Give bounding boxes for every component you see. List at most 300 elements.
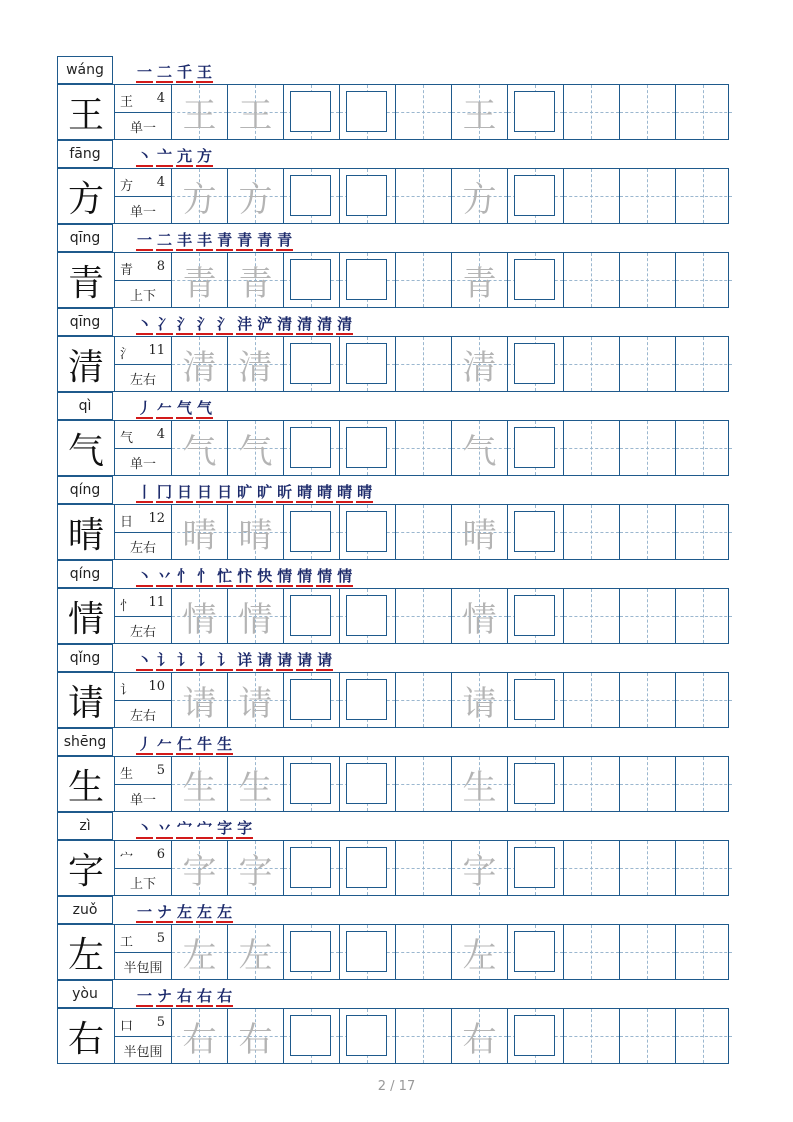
practice-cell[interactable]	[508, 337, 564, 391]
writing-box[interactable]	[346, 931, 387, 972]
writing-box[interactable]	[290, 427, 331, 468]
writing-box[interactable]	[514, 427, 555, 468]
practice-cell[interactable]	[172, 841, 228, 895]
practice-cell[interactable]	[340, 841, 396, 895]
practice-cell[interactable]	[508, 85, 564, 139]
practice-cell[interactable]	[452, 85, 508, 139]
practice-cell[interactable]	[228, 85, 284, 139]
practice-cell[interactable]	[508, 253, 564, 307]
writing-box[interactable]	[346, 1015, 387, 1056]
practice-cell[interactable]	[508, 505, 564, 559]
character-info	[115, 169, 172, 223]
practice-cell[interactable]	[284, 673, 340, 727]
writing-box[interactable]	[290, 931, 331, 972]
practice-cell[interactable]	[452, 421, 508, 475]
practice-cell[interactable]	[284, 253, 340, 307]
writing-box[interactable]	[514, 763, 555, 804]
stroke-step: 方	[197, 147, 213, 165]
writing-row	[57, 672, 729, 728]
practice-cell[interactable]	[284, 505, 340, 559]
character-info	[115, 1009, 172, 1063]
practice-cell[interactable]	[340, 169, 396, 223]
writing-box[interactable]	[514, 595, 555, 636]
practice-cell[interactable]	[228, 421, 284, 475]
trace-character: 情	[462, 599, 497, 640]
practice-cell[interactable]	[676, 925, 732, 979]
stroke-step: 丰	[177, 231, 193, 249]
model-character: 方	[58, 169, 115, 223]
practice-cell[interactable]	[676, 85, 732, 139]
practice-cell[interactable]	[452, 673, 508, 727]
practice-cell[interactable]	[676, 169, 732, 223]
writing-box[interactable]	[290, 175, 331, 216]
trace-character: 王	[238, 95, 273, 136]
trace-character: 方	[238, 179, 273, 220]
stroke-count: 8	[156, 259, 165, 274]
practice-cell[interactable]	[284, 169, 340, 223]
practice-sheet	[57, 56, 729, 1064]
practice-cell[interactable]	[564, 841, 620, 895]
trace-character: 青	[182, 263, 217, 304]
stroke-step: 左	[217, 903, 233, 921]
trace-character: 请	[462, 683, 497, 724]
radical-label: 王	[120, 95, 134, 110]
character-block	[57, 476, 729, 560]
trace-character: 方	[462, 179, 497, 220]
trace-character: 方	[182, 179, 217, 220]
practice-cell[interactable]	[564, 169, 620, 223]
practice-cell[interactable]	[284, 85, 340, 139]
practice-cell[interactable]	[396, 505, 452, 559]
writing-row	[57, 420, 729, 476]
practice-cell[interactable]	[508, 841, 564, 895]
practice-cell[interactable]	[172, 1009, 228, 1063]
writing-box[interactable]	[290, 1015, 331, 1056]
structure-label: 上下	[115, 280, 171, 308]
writing-box[interactable]	[514, 511, 555, 552]
practice-cell[interactable]	[452, 925, 508, 979]
character-info	[115, 673, 172, 727]
practice-cell[interactable]	[620, 589, 676, 643]
trace-character: 左	[182, 935, 217, 976]
structure-label: 单一	[115, 196, 171, 224]
trace-character: 清	[238, 347, 273, 388]
stroke-step: 二	[157, 63, 173, 81]
trace-character: 左	[238, 935, 273, 976]
practice-cell[interactable]	[620, 421, 676, 475]
stroke-step: 丷	[157, 567, 173, 585]
practice-cell[interactable]	[508, 589, 564, 643]
stroke-step: 一	[137, 903, 153, 921]
practice-cell[interactable]	[228, 169, 284, 223]
practice-cell[interactable]	[564, 925, 620, 979]
trace-character: 晴	[462, 515, 497, 556]
model-character: 晴	[58, 505, 115, 559]
stroke-step: 青	[257, 231, 273, 249]
writing-box[interactable]	[290, 595, 331, 636]
stroke-step: 一	[137, 231, 153, 249]
practice-cell[interactable]	[620, 169, 676, 223]
practice-cell[interactable]	[676, 253, 732, 307]
practice-cell[interactable]	[284, 925, 340, 979]
practice-cell[interactable]	[284, 757, 340, 811]
practice-cell[interactable]	[340, 925, 396, 979]
stroke-step: 情	[317, 567, 333, 585]
stroke-order	[136, 61, 213, 83]
writing-box[interactable]	[514, 175, 555, 216]
stroke-step: 清	[317, 315, 333, 333]
practice-cell[interactable]	[340, 337, 396, 391]
practice-cell[interactable]	[172, 673, 228, 727]
writing-box[interactable]	[514, 343, 555, 384]
practice-cell[interactable]	[676, 589, 732, 643]
practice-cell[interactable]	[620, 337, 676, 391]
writing-box[interactable]	[514, 1015, 555, 1056]
stroke-order	[136, 985, 233, 1007]
practice-cell[interactable]	[620, 673, 676, 727]
practice-cell[interactable]	[396, 337, 452, 391]
stroke-step: 王	[197, 63, 213, 81]
practice-cell[interactable]	[284, 841, 340, 895]
practice-cell[interactable]	[564, 253, 620, 307]
practice-cell[interactable]	[620, 841, 676, 895]
trace-character: 气	[462, 431, 497, 472]
practice-cell[interactable]	[228, 673, 284, 727]
practice-cell[interactable]	[172, 505, 228, 559]
writing-row	[57, 252, 729, 308]
stroke-count: 12	[148, 511, 165, 526]
stroke-step: 丿	[137, 735, 153, 753]
pinyin-label: qíng	[57, 476, 113, 504]
writing-box[interactable]	[346, 511, 387, 552]
practice-cell[interactable]	[452, 337, 508, 391]
writing-box[interactable]	[514, 931, 555, 972]
model-character: 王	[58, 85, 115, 139]
practice-cell[interactable]	[564, 757, 620, 811]
trace-character: 请	[238, 683, 273, 724]
trace-character: 情	[238, 599, 273, 640]
practice-cell[interactable]	[340, 421, 396, 475]
practice-cell[interactable]	[564, 337, 620, 391]
practice-cell[interactable]	[172, 421, 228, 475]
practice-cell[interactable]	[284, 589, 340, 643]
stroke-step: 牛	[197, 735, 213, 753]
practice-cell[interactable]	[228, 925, 284, 979]
structure-label: 单一	[115, 112, 171, 140]
trace-character: 生	[238, 767, 273, 808]
radical-label: 青	[120, 263, 134, 278]
practice-cell[interactable]	[284, 337, 340, 391]
stroke-step: 昕	[277, 483, 293, 501]
practice-cell[interactable]	[676, 421, 732, 475]
practice-cell[interactable]	[340, 757, 396, 811]
writing-box[interactable]	[514, 259, 555, 300]
character-block	[57, 980, 729, 1064]
structure-label: 单一	[115, 448, 171, 476]
stroke-step: 氵	[197, 315, 213, 333]
writing-box[interactable]	[514, 91, 555, 132]
stroke-step: 旷	[237, 483, 253, 501]
writing-box[interactable]	[346, 679, 387, 720]
stroke-step: 忄	[177, 567, 193, 585]
character-block	[57, 56, 729, 140]
stroke-count: 5	[156, 763, 165, 778]
practice-cell[interactable]	[676, 505, 732, 559]
practice-cell[interactable]	[564, 505, 620, 559]
writing-box[interactable]	[290, 763, 331, 804]
writing-row	[57, 84, 729, 140]
practice-cell[interactable]	[228, 337, 284, 391]
writing-box[interactable]	[290, 343, 331, 384]
practice-cell[interactable]	[228, 757, 284, 811]
character-info	[115, 841, 172, 895]
writing-box[interactable]	[346, 763, 387, 804]
practice-cell[interactable]	[508, 925, 564, 979]
writing-box[interactable]	[290, 511, 331, 552]
practice-cell[interactable]	[172, 253, 228, 307]
practice-cell[interactable]	[340, 1009, 396, 1063]
writing-box[interactable]	[346, 91, 387, 132]
practice-cell[interactable]	[172, 589, 228, 643]
practice-cell[interactable]	[564, 85, 620, 139]
page-number: 2 / 17	[377, 1079, 416, 1094]
model-character: 右	[58, 1009, 115, 1063]
character-block	[57, 812, 729, 896]
stroke-count: 11	[148, 595, 165, 610]
practice-cell[interactable]	[676, 757, 732, 811]
practice-cell[interactable]	[228, 841, 284, 895]
trace-character: 左	[462, 935, 497, 976]
stroke-step: 亠	[157, 147, 173, 165]
character-block	[57, 392, 729, 476]
pinyin-label: fāng	[57, 140, 113, 168]
practice-cell[interactable]	[564, 1009, 620, 1063]
writing-box[interactable]	[346, 259, 387, 300]
radical-label: 氵	[120, 347, 134, 362]
stroke-step: 字	[237, 819, 253, 837]
practice-cell[interactable]	[620, 85, 676, 139]
practice-cell[interactable]	[396, 169, 452, 223]
character-block	[57, 560, 729, 644]
character-info	[115, 337, 172, 391]
stroke-step: 青	[277, 231, 293, 249]
practice-cell[interactable]	[396, 589, 452, 643]
practice-cell[interactable]	[396, 421, 452, 475]
practice-cell[interactable]	[620, 253, 676, 307]
stroke-step: 讠	[157, 651, 173, 669]
stroke-step: 日	[197, 483, 213, 501]
model-character: 青	[58, 253, 115, 307]
writing-box[interactable]	[290, 259, 331, 300]
writing-row	[57, 588, 729, 644]
character-info	[115, 253, 172, 307]
writing-row	[57, 924, 729, 980]
model-character: 情	[58, 589, 115, 643]
trace-character: 请	[182, 683, 217, 724]
character-block	[57, 224, 729, 308]
practice-cell[interactable]	[228, 253, 284, 307]
pinyin-label: qīng	[57, 224, 113, 252]
stroke-step: 详	[237, 651, 253, 669]
stroke-step: 丰	[197, 231, 213, 249]
writing-box[interactable]	[346, 175, 387, 216]
pinyin-label: zì	[57, 812, 113, 840]
stroke-step: 晴	[337, 483, 353, 501]
practice-cell[interactable]	[228, 589, 284, 643]
practice-cell[interactable]	[396, 757, 452, 811]
practice-cell[interactable]	[172, 169, 228, 223]
practice-cell[interactable]	[508, 673, 564, 727]
trace-character: 清	[182, 347, 217, 388]
practice-cell[interactable]	[452, 589, 508, 643]
stroke-step: 左	[197, 903, 213, 921]
stroke-step: 晴	[297, 483, 313, 501]
practice-cell[interactable]	[396, 85, 452, 139]
stroke-step: 右	[217, 987, 233, 1005]
pinyin-label: shēng	[57, 728, 113, 756]
practice-cell[interactable]	[620, 505, 676, 559]
model-character: 清	[58, 337, 115, 391]
stroke-step: 沣	[237, 315, 253, 333]
stroke-step: 情	[337, 567, 353, 585]
writing-box[interactable]	[514, 847, 555, 888]
practice-cell[interactable]	[284, 421, 340, 475]
stroke-step: 气	[177, 399, 193, 417]
practice-cell[interactable]	[620, 1009, 676, 1063]
writing-box[interactable]	[290, 91, 331, 132]
stroke-step: 丿	[137, 399, 153, 417]
practice-cell[interactable]	[172, 337, 228, 391]
pinyin-label: qì	[57, 392, 113, 420]
practice-cell[interactable]	[676, 1009, 732, 1063]
radical-label: 工	[120, 935, 134, 950]
practice-cell[interactable]	[564, 589, 620, 643]
writing-box[interactable]	[290, 679, 331, 720]
practice-cell[interactable]	[340, 85, 396, 139]
model-character: 请	[58, 673, 115, 727]
practice-cell[interactable]	[396, 925, 452, 979]
structure-label: 左右	[115, 364, 171, 392]
stroke-step: 清	[297, 315, 313, 333]
stroke-order	[136, 817, 253, 839]
stroke-step: 生	[217, 735, 233, 753]
practice-cell[interactable]	[620, 925, 676, 979]
practice-cell[interactable]	[228, 1009, 284, 1063]
practice-cell[interactable]	[676, 841, 732, 895]
trace-character: 气	[182, 431, 217, 472]
character-block	[57, 728, 729, 812]
practice-cell[interactable]	[452, 841, 508, 895]
practice-cell[interactable]	[396, 1009, 452, 1063]
character-block	[57, 308, 729, 392]
stroke-step: 冫	[157, 315, 173, 333]
stroke-order	[136, 229, 293, 251]
stroke-step: 忙	[217, 567, 233, 585]
model-character: 气	[58, 421, 115, 475]
stroke-step: 丶	[137, 567, 153, 585]
trace-character: 生	[462, 767, 497, 808]
practice-cell[interactable]	[172, 85, 228, 139]
practice-cell[interactable]	[340, 505, 396, 559]
practice-cell[interactable]	[676, 673, 732, 727]
practice-cell[interactable]	[452, 757, 508, 811]
practice-cell[interactable]	[452, 253, 508, 307]
pinyin-label: zuǒ	[57, 896, 113, 924]
stroke-step: 青	[237, 231, 253, 249]
pinyin-label: qíng	[57, 560, 113, 588]
structure-label: 半包围	[115, 952, 171, 980]
practice-cell[interactable]	[564, 673, 620, 727]
writing-box[interactable]	[514, 679, 555, 720]
practice-cell[interactable]	[340, 589, 396, 643]
stroke-order	[136, 901, 233, 923]
practice-cell[interactable]	[340, 673, 396, 727]
stroke-step: 日	[177, 483, 193, 501]
practice-cell[interactable]	[452, 169, 508, 223]
stroke-step: ナ	[157, 987, 173, 1005]
structure-label: 半包围	[115, 1036, 171, 1064]
stroke-order	[136, 649, 333, 671]
practice-cell[interactable]	[508, 1009, 564, 1063]
trace-character: 青	[238, 263, 273, 304]
stroke-step: 丨	[137, 483, 153, 501]
pinyin-label: qīng	[57, 308, 113, 336]
trace-character: 字	[462, 851, 497, 892]
trace-character: 右	[462, 1019, 497, 1060]
practice-cell[interactable]	[284, 1009, 340, 1063]
stroke-step: 𠂉	[157, 735, 173, 753]
pinyin-label: yòu	[57, 980, 113, 1008]
stroke-count: 6	[156, 847, 165, 862]
character-info	[115, 421, 172, 475]
stroke-count: 5	[156, 931, 165, 946]
practice-cell[interactable]	[396, 673, 452, 727]
practice-cell[interactable]	[172, 925, 228, 979]
practice-cell[interactable]	[508, 169, 564, 223]
writing-box[interactable]	[346, 595, 387, 636]
practice-cell[interactable]	[620, 757, 676, 811]
practice-cell[interactable]	[452, 505, 508, 559]
writing-box[interactable]	[290, 847, 331, 888]
stroke-order	[136, 481, 373, 503]
radical-label: 生	[120, 767, 134, 782]
stroke-step: 宀	[197, 819, 213, 837]
practice-cell[interactable]	[228, 505, 284, 559]
stroke-step: 丶	[137, 651, 153, 669]
stroke-step: 旷	[257, 483, 273, 501]
stroke-step: 字	[217, 819, 233, 837]
writing-box[interactable]	[346, 847, 387, 888]
practice-cell[interactable]	[172, 757, 228, 811]
stroke-step: 千	[177, 63, 193, 81]
practice-cell[interactable]	[508, 421, 564, 475]
practice-cell[interactable]	[340, 253, 396, 307]
stroke-order	[136, 397, 213, 419]
stroke-step: 日	[217, 483, 233, 501]
stroke-step: 冂	[157, 483, 173, 501]
practice-cell[interactable]	[676, 337, 732, 391]
radical-label: 宀	[120, 851, 134, 866]
practice-cell[interactable]	[396, 253, 452, 307]
practice-cell[interactable]	[564, 421, 620, 475]
practice-cell[interactable]	[396, 841, 452, 895]
writing-box[interactable]	[346, 427, 387, 468]
writing-box[interactable]	[346, 343, 387, 384]
character-info	[115, 589, 172, 643]
practice-cell[interactable]	[452, 1009, 508, 1063]
writing-row	[57, 504, 729, 560]
practice-cell[interactable]	[508, 757, 564, 811]
